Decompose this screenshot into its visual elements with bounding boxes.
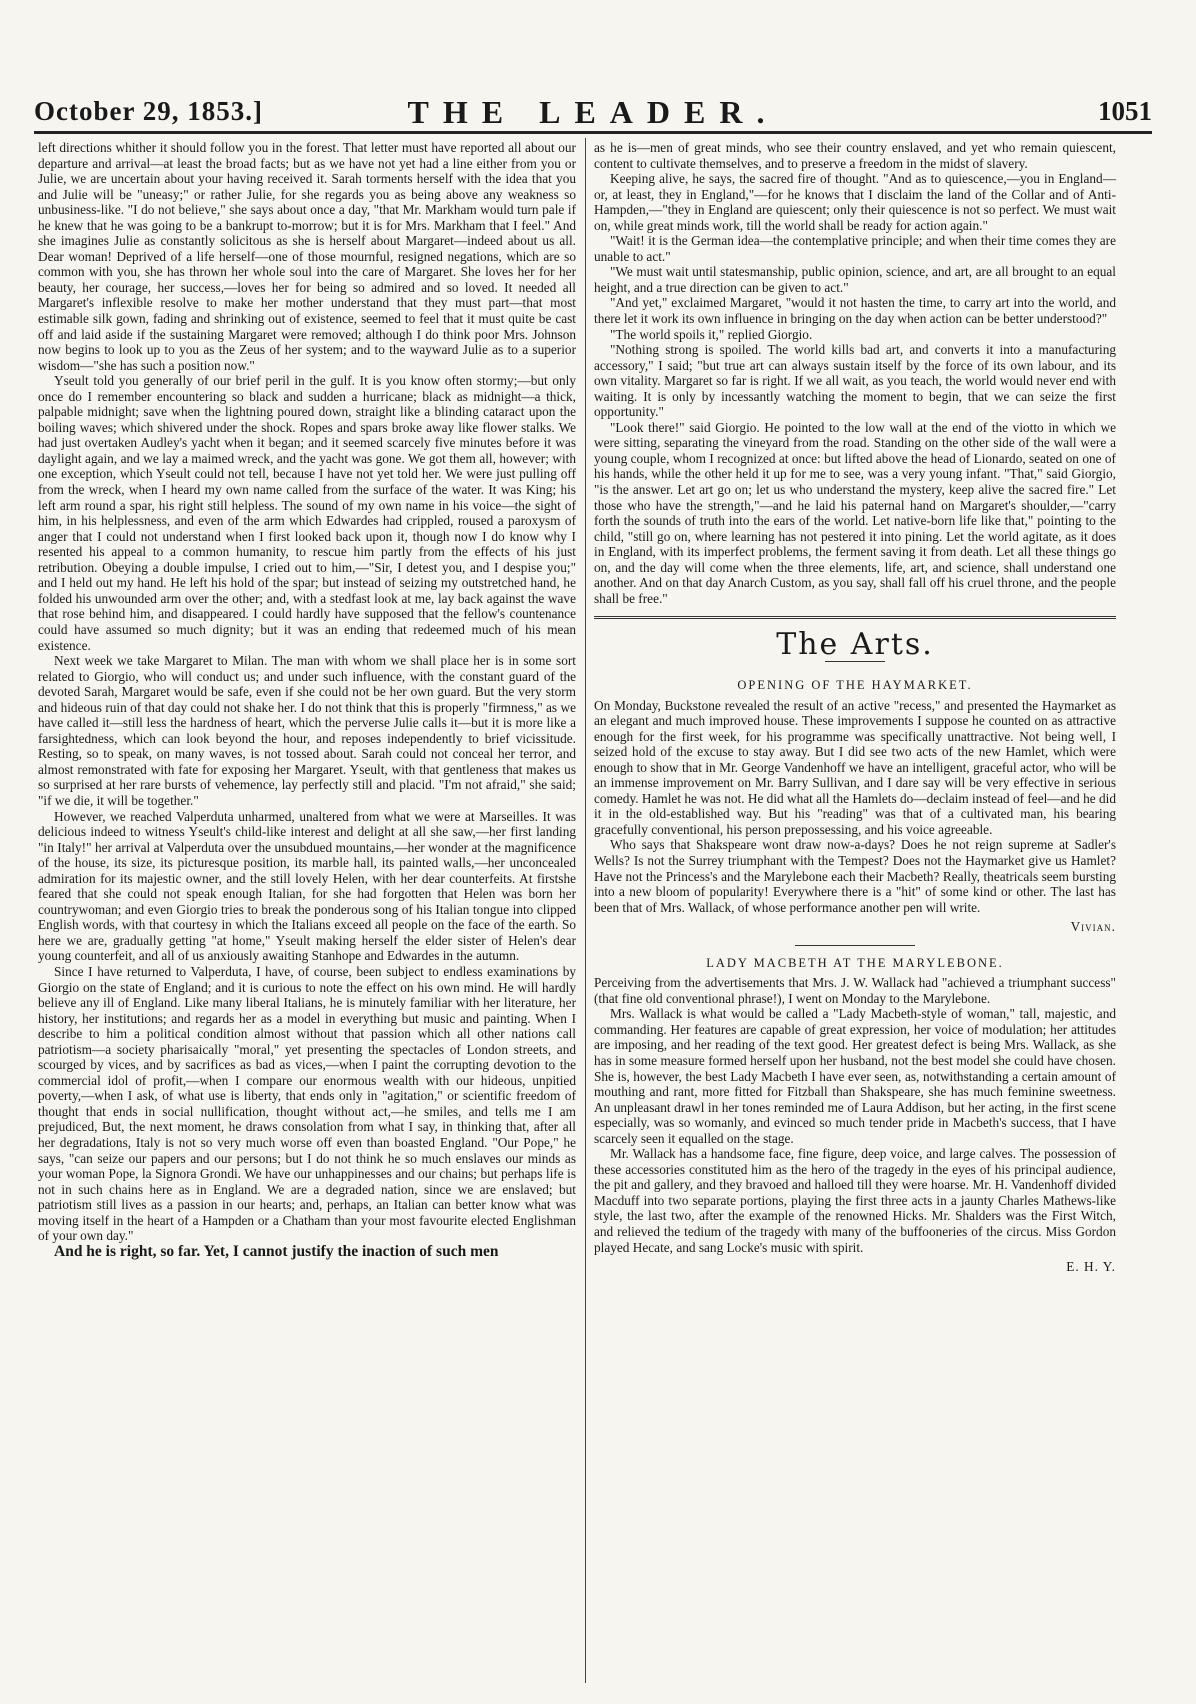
article-paragraph: left directions whither it should follow you in the forest. That letter must have reported all about our departure and arrival—at least the broad facts; but as we have not yet had a line either from you or Julie, we are uncertain about your having received it. Sarah torments herself with the idea that you and Julie will be "uneasy;" or rather Julie, for she regards you as being above any weakness so unbusiness-like. "I do not believe," she says about once a day, "that Mr. Markham would turn pale if he knew that he was going to be a bankrupt to-morrow; but it is for Mrs. Markham that I feel." And she imagines Julie as constantly solicitous as she is herself about Margaret—indeed about us all. Dear woman! Deprived of a life herself—one of those mournful, resigned negations, which are so common with you, she has thrown her whole soul into the care of Margaret. She loves her for her beauty, her courage, her success,—loves her for being so admired and so loved. It needed all Margaret's inflexible resolve to make her mother understand that they must part—that most estimable silk gown, fading and shrinking out of existence, seemed to feel that it must quite be cast off and laid aside if the sustaining Margaret were removed; although I do think poor Mrs. Johnson now begins to look up to you as the Zeus of her system; and to the wayward Julie as to a superior wisdom—"she has such a position now."	[38, 140, 576, 373]
closing-line: And he is right, so far. Yet, I cannot justify the inaction of such men	[54, 1242, 499, 1260]
article-paragraph: Next week we take Margaret to Milan. The man with whom we shall place her is in some sort related to Giorgio, who will conduct us; and under such influence, with the constant guard of the devoted Sarah, Margaret would be safe, even if she could not be her own guard. But the very storm and hideous ruin of that day could not shake her. I do not think that this is properly "firmness," as we have called it—still less the hardness of heart, which the perverse Julie calls it—but it is more like a farsightedness, which can look beyond the hour, and reposes independently to brief vicissitude. Resting, so to speak, on many waves, is not tossed about. Sarah could not conceal her terror, and almost remonstrated with fate for exposing her Margaret. Yseult, with that gentleness that makes us so surprised at her rare bursts of vehemence, lay perfectly still and placid. "I'm not afraid," she said; "if we die, it will be together."	[38, 653, 576, 808]
right-column	[594, 140, 1116, 1275]
article-paragraph: as he is—men of great minds, who see their country enslaved, and yet who remain quiescent, content to cultivate themselves, and to preserve a freedom in the midst of slavery.	[594, 140, 1116, 171]
review-paragraph: Mrs. Wallack is what would be called a "Lady Macbeth-style of woman," tall, majestic, and commanding. Her features are capable of great expression, her voice of modulation; her attitudes are imposing, and her reading of the text good. Her greatest defect is being Mrs. Wallack, as she has in some measure formed herself upon her husband, not the best model she could have chosen. She is, however, the best Lady Macbeth I have ever seen, as, notwithstanding a certain amount of mouthing and rant, more fitted for Fitzball than Shakspeare, she has much feminine sweetness. An unpleasant drawl in her tones reminded me of Laura Addison, but her acting, in the first scene especially, was so womanly, and evinced so much tender pride in Macbeth's success, that I have scarcely seen it equalled on the stage.	[594, 1006, 1116, 1146]
section-divider	[594, 616, 1116, 619]
macbeth-heading: LADY MACBETH AT THE MARYLEBONE.	[706, 955, 1004, 970]
masthead-title: THE LEADER.	[407, 94, 779, 130]
column-divider	[585, 138, 586, 1683]
page-header	[34, 96, 1152, 136]
article-paragraph: Keeping alive, he says, the sacred fire of thought. "And as to quiescence,—you in England—or, at least, they in England,"—for he knows that I disclaim the land of the Collar and of Anti-Hampden,—"they in England are quiescent; only their quiescence is not so perfect. We must wait on, while great minds work, till the world shall be ready for action again."	[594, 171, 1116, 233]
arts-section-title: The Arts.	[776, 627, 934, 663]
review-signature: E. H. Y.	[1066, 1259, 1116, 1275]
review-paragraph: On Monday, Buckstone revealed the result of an active "recess," and presented the Haymarket as an elegant and much improved house. These improvements I suppose he counted on as attractive enough for the first week, for his programme was specifically unattractive. Not being well, I seized hold of the excuse to stay away. But I did see two acts of the new Hamlet, which were enough to show that in Mr. George Vandenhoff we have an intelligent, graceful actor, who will be an immense improvement on Mr. Barry Sullivan, and I dare say will be very effective in serious comedy. Hamlet he was not. He did what all the Hamlets do—declaim instead of feel—and he did it in the old-established way. But his "reading" was that of a cultivated man, his bearing gracefully conventional, his person prepossessing, and his voice agreeable.	[594, 697, 1116, 837]
review-divider	[795, 945, 915, 946]
review-signature: Vivian.	[1070, 919, 1116, 935]
haymarket-heading: OPENING OF THE HAYMARKET.	[737, 677, 973, 692]
article-paragraph: However, we reached Valperduta unharmed, unaltered from what we were at Marseilles. It was delicious indeed to witness Yseult's child-like interest and delight at all she saw,—her first landing "in Italy!" her arrival at Valperduta over the unsubdued mountains,—her wonder at the magnificence of the house, its size, its picturesque position, its marble hall, its painted walls,—her unconcealed admiration for its majestic owner, and the still lovely Helen, with her dear counterfeits. At firstshe feared that she could not speak enough Italian, for she had forgotten that Helen was born her countrywoman; and even Giorgio tries to break the ponderous song of his Italian tongue into clipped English words, with that courtesy in which the Italians exceed all people on the face of the earth. So here we are, gradually getting "at home," Yseult making herself the elder sister of Helen's dear young counterfeit, and all of us anxiously awaiting Stanhope and Edwardes in the autumn.	[38, 808, 576, 964]
article-paragraph: "Look there!" said Giorgio. He pointed to the low wall at the end of the viotto in which we were sitting, separating the vineyard from the road. Standing on the other side of the wall were a young couple, whom I recognized at once: but lifted above the head of Lionardo, seated on one of his hands, while the other held it up for me to see, was a very young infant. "That," said Giorgio, "is the answer. Let art go on; let us who understand the mystery, keep alive the sacred fire." Let those who have the strength,"—and he laid his paternal hand on Margaret's shoulder,—"carry forth the sounds of truth into the ears of the world. Let native-born life like that," pointing to the child, "still go on, where learning has not pestered it into pining. Let the world agitate, as it does in England, with its imperfect problems, the ferment saving it from death. Let all these things go on, and the day will come when the three elements, life, art, and science, shall understand one another. And on that day Anarch Custom, as you say, shall fall off his cruel throne, and the people shall be free."	[594, 419, 1116, 606]
left-column	[38, 140, 576, 1259]
article-paragraph: Since I have returned to Valperduta, I have, of course, been subject to endless examinations by Giorgio on the state of England; and it is curious to note the effect on his own mind. He will hardly believe any ill of England. Like many liberal Italians, he is minutely familiar with her literature, her history, her institutions; and regards her as a model in everything but music and painting. When I describe to him a political condition almost without that passion which all other nations call patriotism—a society pharisaically "moral," yet presenting the spectacles of London streets, and scourged by vices, and by sacrifices as bad as vices,—when I paint the corrupting devotion to the commercial idol of profit,—when I compare our enormous wealth with our hideous, unpitied poverty,—when I ask, of what use is liberty, that ends only in "agitation," or scientific freedom of thought that ends in social nullification, thought without act,—he smiles, and tells me I am prejudiced, But, the next moment, he draws consolation from what I say, in thinking that, after all her degradations, Italy is not so very much worse off even than boasted England. "Our Pope," he says, "can seize our papers and our persons; but I do not think he so much enslaves our minds as your woman Pope, la Signora Grondi. We have our unhappinesses and our chains; but perhaps life is not in such chains here as in England. We are a degraded nation, since we are enslaved; but patriotism still lives as a passion in our hearts; and, perhaps, an Italian can better know what was moving itself in the heart of a Hampden or a Chatham than your most favourite elected Englishman of your own day."	[38, 963, 576, 1244]
review-paragraph: Who says that Shakspeare wont draw now-a-days? Does he not reign supreme at Sadler's Wells? Is not the Surrey triumphant with the Tempest? Does not the Haymarket give us Hamlet? Have not the Princess's and the Marylebone each their Macbeth? Really, theatricals seem bursting into a new bloom of popularity! Everywhere there is a "hit" of some kind or other. The last has been that of Mrs. Wallack, of whose performance another pen will write.	[594, 837, 1116, 915]
review-paragraph: Mr. Wallack has a handsome face, fine figure, deep voice, and large calves. The possession of these accessories constituted him as the hero of the tragedy in the eyes of his principal audience, the pit and gallery, and they bravoed and halloed till they were hoarse. Mr. H. Vandenhoff divided Macduff into two separate portions, playing the first three acts in a jaunty Charles Mathews-like style, the last two, after the example of the renowned Hicks. Mr. Shalders was the First Witch, and relieved the tedium of the tragedy with many of the buffooneries of the circus. Miss Gordon played Hecate, and sang Locke's music with spirit.	[594, 1146, 1116, 1255]
article-paragraph: "Nothing strong is spoiled. The world kills bad art, and converts it into a manufacturing accessory," I said; "but true art can always sustain itself by the force of its own labour, and its own vitality. Margaret so far is right. If we all wait, as you teach, the world would never end with waiting. It is only by incessantly watching the moment to begin, that we can seize the first opportunity."	[594, 342, 1116, 420]
article-paragraph: "We must wait until statesmanship, public opinion, science, and art, are all brought to an equal height, and a true direction can be given to act."	[594, 264, 1116, 295]
article-paragraph: Yseult told you generally of our brief peril in the gulf. It is you know often stormy;—but only once do I remember encountering so black and sudden a hurricane; black as midnight—a thick, palpable midnight; save when the lightning poured down, straight like a blinding cataract upon the boiling waves; which shivered under the shock. Ropes and spars broke away like flower stalks. We had just overtaken Audley's yacht when it began; and it seemed scarcely five minutes before it was daylight again, and we lay a maimed wreck, and the yacht was gone. We got them all, however; with one exception, which Yseult could not tell, because I have not yet told her. We were just pulling off from the wreck, when I heard my own name called from the surface of the water. It was King; his left arm round a spar, his right still helpless. The sound of my own name in his voice—the sight of him, in his helplessness, and even of the arm which Edwardes had crippled, roused a paroxysm of anger that I could not understand when I first looked back upon it, though now I do know why I resented his appeal to a common humanity, to rescue him partly from the effects of his just retribution. Obeying a double impulse, I cried out to him,—"Sir, I detest you, and I despise you;" and I held out my hand. He left his hold of the spar; but instead of seizing my outstretched hand, he folded his unwounded arm over the other; and, with a stedfast look at me, lay back against the wave that rose behind him, and disappeared. I could hardly have supposed that the fellow's countenance could have assumed so much dignity; but it was an ending that redeemed much of his mean existence.	[38, 373, 576, 653]
article-paragraph: "And yet," exclaimed Margaret, "would it not hasten the time, to carry art into the world, and there let it work its own influence in bringing on the day when action can be better understood?"	[594, 295, 1116, 327]
header-rule	[34, 131, 1152, 134]
issue-date: October 29, 1853.]	[34, 96, 263, 126]
article-paragraph: "The world spoils it," replied Giorgio.	[610, 326, 813, 342]
review-paragraph: Perceiving from the advertisements that Mrs. J. W. Wallack had "achieved a triumphant success" (that fine old conventional phrase!), I went on Monday to the Marylebone.	[594, 975, 1116, 1006]
page-number: 1051	[1098, 96, 1152, 126]
article-paragraph: "Wait! it is the German idea—the contemplative principle; and when their time comes they are unable to act."	[594, 233, 1116, 264]
